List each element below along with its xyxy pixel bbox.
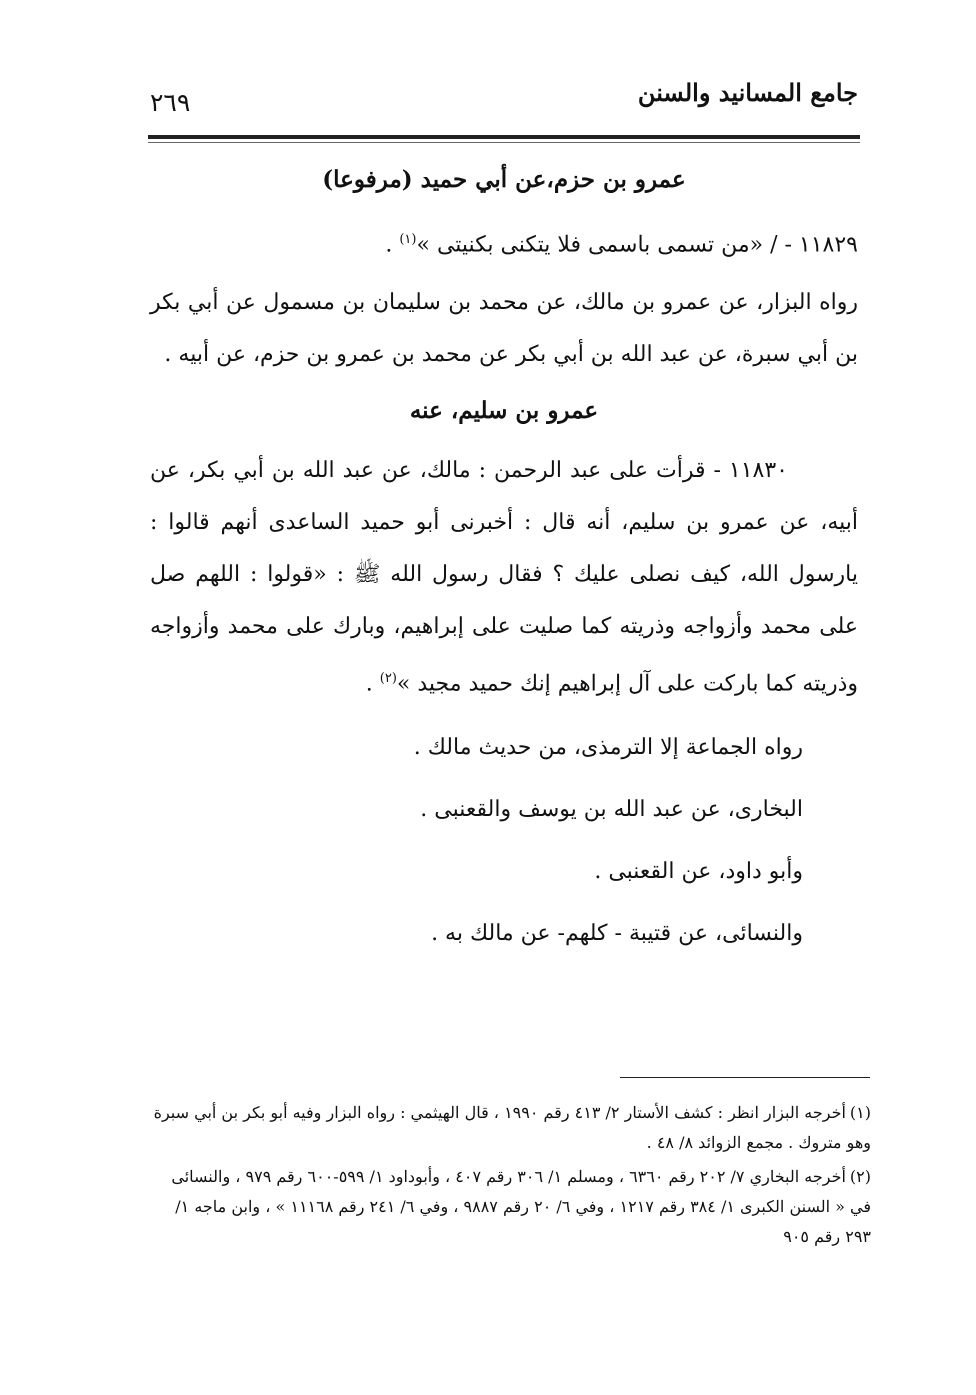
hadith-body: ١١٨٣٠ - قرأت على عبد الرحمن : مالك، عن عبد الله بن أبي بكر، عن أبيه، عن عمرو بن سليم، أنه قال : أخبرنى أبو حميد الساعدى أنهم قالوا : يارسول الله، كيف نصلى عليك ؟ فقال رسول الله ﷺ : «قولوا : اللهم صل على محمد وأزواجه وذريته كما صليت على إبراهيم، وبارك على محمد وأزواجه وذريته كما باركت على آل إبراهيم إنك حميد مجيد » <box>150 458 858 697</box>
footnote-text: أخرجه البخاري ٧/ ٢٠٢ رقم ٦٣٦٠ ، ومسلم ١/ ٣٠٦ رقم ٤٠٧ ، وأبوداود ١/ ٥٩٩-٦٠٠ رقم ٩٧٩ ، والنسائى في « السنن الكبرى ١/ ٣٨٤ رقم ١٢١٧ ، وفي ٦/ ٢٠ رقم ٩٨٨٧ ، وفي ٦/ ٢٤١ رقم ١١١٦٨ » ، وابن ماجه ١/ ٢٩٣ رقم ٩٠٥ <box>171 1167 871 1246</box>
footnote <box>150 1098 871 1158</box>
footnote-ref: (٢) <box>379 671 397 687</box>
hadith-body: ١١٨٢٩ - / «من تسمى باسمى فلا يتكنى بكنيتى » <box>416 232 858 258</box>
hadith-text <box>150 214 858 271</box>
page-number: ٢٦٩ <box>150 88 191 117</box>
hadith-text <box>150 445 858 710</box>
footnote-rule <box>620 1077 870 1078</box>
narration-note: وأبو داود، عن القعنبى . <box>594 858 803 884</box>
section-heading: عمرو بن حزم،عن أبي حميد (مرفوعا) <box>322 166 686 193</box>
hadith-end: . <box>385 232 393 258</box>
narration-note: البخارى، عن عبد الله بن يوسف والقعنبى . <box>420 796 803 822</box>
narration-note: والنسائى، عن قتيبة - كلهم- عن مالك به . <box>431 920 803 946</box>
book-title: جامع المسانيد والسنن <box>637 78 858 107</box>
narration-note: رواه الجماعة إلا الترمذى، من حديث مالك . <box>413 734 803 760</box>
footnote-mark: (١) <box>849 1103 871 1122</box>
running-head <box>150 78 858 128</box>
header-rule <box>148 135 860 143</box>
footnote-ref: (١) <box>399 232 417 247</box>
footnote-mark: (٢) <box>849 1167 871 1186</box>
footnote-text: أخرجه البزار انظر : كشف الأستار ٢/ ٤١٣ رقم ١٩٩٠ ، قال الهيثمي : رواه البزار وفيه أبو بكر بن أبي سبرة وهو متروك . مجمع الزوائد ٨/ ٤٨ . <box>153 1103 871 1152</box>
hadith-end: . <box>365 671 373 697</box>
footnotes <box>150 1098 871 1256</box>
footnote <box>150 1162 871 1252</box>
main-text <box>150 150 858 965</box>
section-heading: عمرو بن سليم، عنه <box>409 397 599 425</box>
narration-chain: رواه البزار، عن عمرو بن مالك، عن محمد بن سليمان بن مسمول عن أبي بكر بن أبي سبرة، عن عبد الله بن أبي بكر عن محمد بن عمرو بن حزم، عن أبيه . <box>150 290 858 368</box>
